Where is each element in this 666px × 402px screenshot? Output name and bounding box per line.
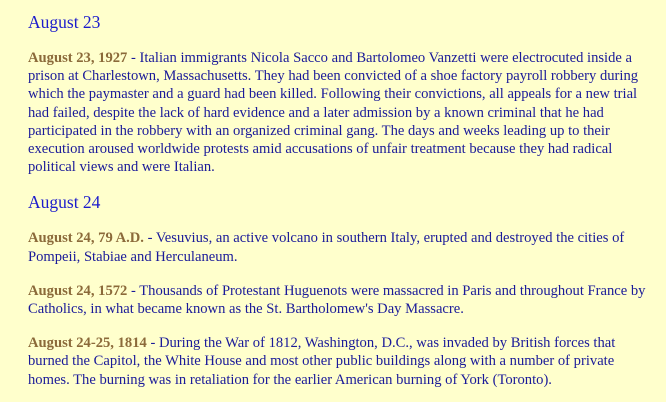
entry-text: Thousands of Protestant Huguenots were massacred in Paris and throughout France by Catholics, in what became known as the St. Bartholomew's Day Massacre. xyxy=(28,282,646,318)
entry-text: During the War of 1812, Washington, D.C., was invaded by British forces that burned the Capitol, the White House and most other public buildings along with a number of private homes. The burning was in retaliation for the earlier American burning of York (Toronto). xyxy=(28,335,616,388)
entry-date: August 23, 1927 xyxy=(28,50,128,66)
entry-date: August 24-25, 1814 xyxy=(28,335,147,352)
entry-separator: - xyxy=(127,282,140,299)
entry-separator: - xyxy=(127,50,140,66)
entry-text: Vesuvius, an active volcano in southern Italy, erupted and destroyed the cities of Pompeii, Stabiae and Herculaneum. xyxy=(28,230,625,265)
entry-text: Italian immigrants Nicola Sacco and Bartolomeo Vanzetti were electrocuted inside a prison at Charlestown, Massachusetts. They had been convicted of a shoe factory payroll robbery during which the paymaster and a guard had been killed. Following their convictions, all appeals for a new trial had failed, despite the lack of hard evidence and a later admission by a known criminal that he had participated in the robbery with an organized criminal gang. The days and weeks leading up to their execution aroused worldwide protests amid accusations of unfair treatment because they had radical political views and were Italian. xyxy=(28,50,639,176)
entry-separator: - xyxy=(146,335,159,352)
day-heading-august-24: August 24 xyxy=(28,192,101,213)
entry-separator: - xyxy=(143,230,156,247)
day-heading-august-23: August 23 xyxy=(28,12,101,32)
entry-date: August 24, 1572 xyxy=(28,282,128,299)
history-entry xyxy=(28,49,656,176)
entry-date: August 24, 79 A.D. xyxy=(28,230,144,247)
history-entry xyxy=(28,229,656,265)
history-entry xyxy=(28,282,656,318)
history-entry xyxy=(28,334,656,389)
